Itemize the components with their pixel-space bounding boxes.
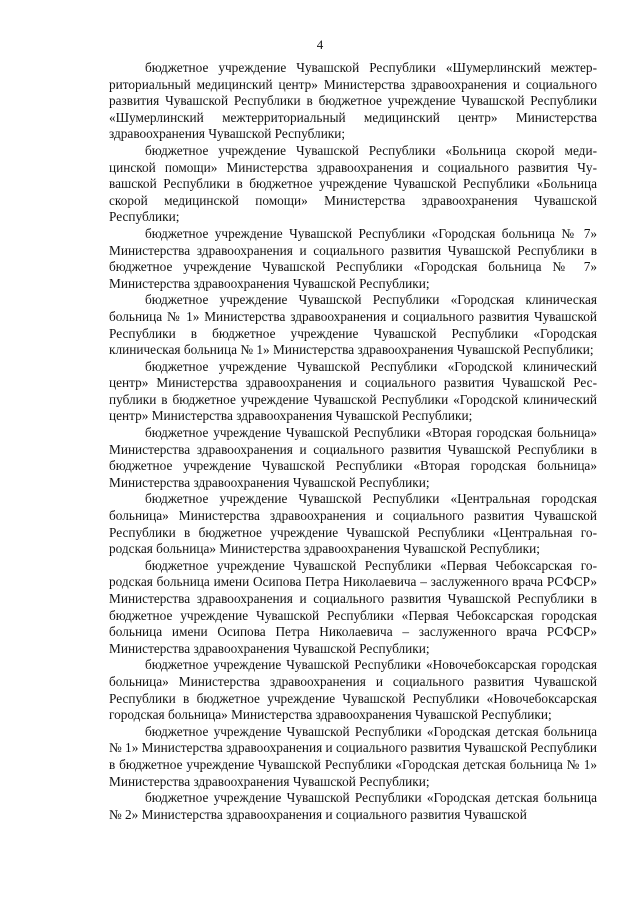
- paragraph-second-city-hospital: бюджетное учреждение Чувашской Республики «Вторая городская больница» Министерства здравоохранения и социального развития Чувашской Республики в бюджетное учреждение Чувашской Республики «Вторая городская больница» Министерства здравоохранения Чувашской Республики;: [109, 425, 597, 490]
- paragraph-children-hospital-1: бюджетное учреждение Чувашской Республики «Городская детская больница № 1» Министерства здравоохранения и социального развития Чувашской Республики в бюджетное учреждение Чувашской Республики «Городская детская больница № 1» Министерства здравоохранения Чувашской Республики;: [109, 723, 597, 789]
- paragraph-city-hospital-7: бюджетное учреждение Чувашской Республики «Городская больница № 7» Министерства здравоохранения и социального развития Чувашской Республики в бюджетное учреждение Чувашской Республики «Городская больница № 7» Министерства здравоохранения Чувашской Республики;: [109, 225, 597, 291]
- paragraph-children-hospital-2: бюджетное учреждение Чувашской Республики «Городская детская больница № 2» Министерства здравоохранения и социального развития Чувашской: [109, 790, 597, 822]
- paragraph-city-clinical-center: бюджетное учреждение Чувашской Республики «Городской клинический центр» Министерства здравоохранения и социального развития Чувашской Республики в бюджетное учреждение Чувашской Республики «Городской клинический центр» Министерства здравоохранения Чувашской Республики;: [109, 358, 597, 424]
- page-number: 4: [316, 37, 324, 52]
- paragraph-city-clinical-hospital-1: бюджетное учреждение Чувашской Республики «Городская клиническая больница № 1» Министерства здравоохранения и социального развития Чувашской Республики в бюджетное учреждение Чувашской Республики «Городская клиническая больница № 1» Министерства здравоохранения Чувашской Республики;: [109, 292, 597, 358]
- document-body: [109, 60, 597, 823]
- paragraph-novocheboksarsk-hospital: бюджетное учреждение Чувашской Республики «Новочебоксарская городская больница» Министерства здравоохранения и социального развития Чувашской Республики в бюджетное учреждение Чувашской Республики «Новочебоксарская городская больница» Министерства здравоохранения Чувашской Республики;: [109, 657, 597, 723]
- paragraph-first-cheboksary-hospital: бюджетное учреждение Чувашской Республики «Первая Чебоксарская городская больница имени Осипова Петра Николаевича – заслуженного врача РСФСР» Министерства здравоохранения и социального развития Чувашской Республики в бюджетное учреждение Чувашской Республики «Первая Чебоксарская городская больница имени Осипова Петра Николаевича – заслуженного врача РСФСР» Министерства здравоохранения Чувашской Республики;: [109, 557, 597, 656]
- paragraph-emergency-hospital: бюджетное учреждение Чувашской Республики «Больница скорой медицинской помощи» Министерства здравоохранения и социального развития Чувашской Республики в бюджетное учреждение Чувашской Республики «Больница скорой медицинской помощи» Министерства здравоохранения Чувашской Республики;: [109, 142, 597, 225]
- paragraph-shumerlinsky-center: бюджетное учреждение Чувашской Республики «Шумерлинский межтерриториальный медицинский центр» Министерства здравоохранения и социального развития Чувашской Республики в бюджетное учреждение Чувашской Республики «Шумерлинский межтерриториальный медицинский центр» Министерства здравоохранения Чувашской Республики;: [109, 60, 597, 142]
- paragraph-central-city-hospital: бюджетное учреждение Чувашской Республики «Центральная городская больница» Министерства здравоохранения и социального развития Чувашской Республики в бюджетное учреждение Чувашской Республики «Центральная городская больница» Министерства здравоохранения Чувашской Республики;: [109, 491, 597, 557]
